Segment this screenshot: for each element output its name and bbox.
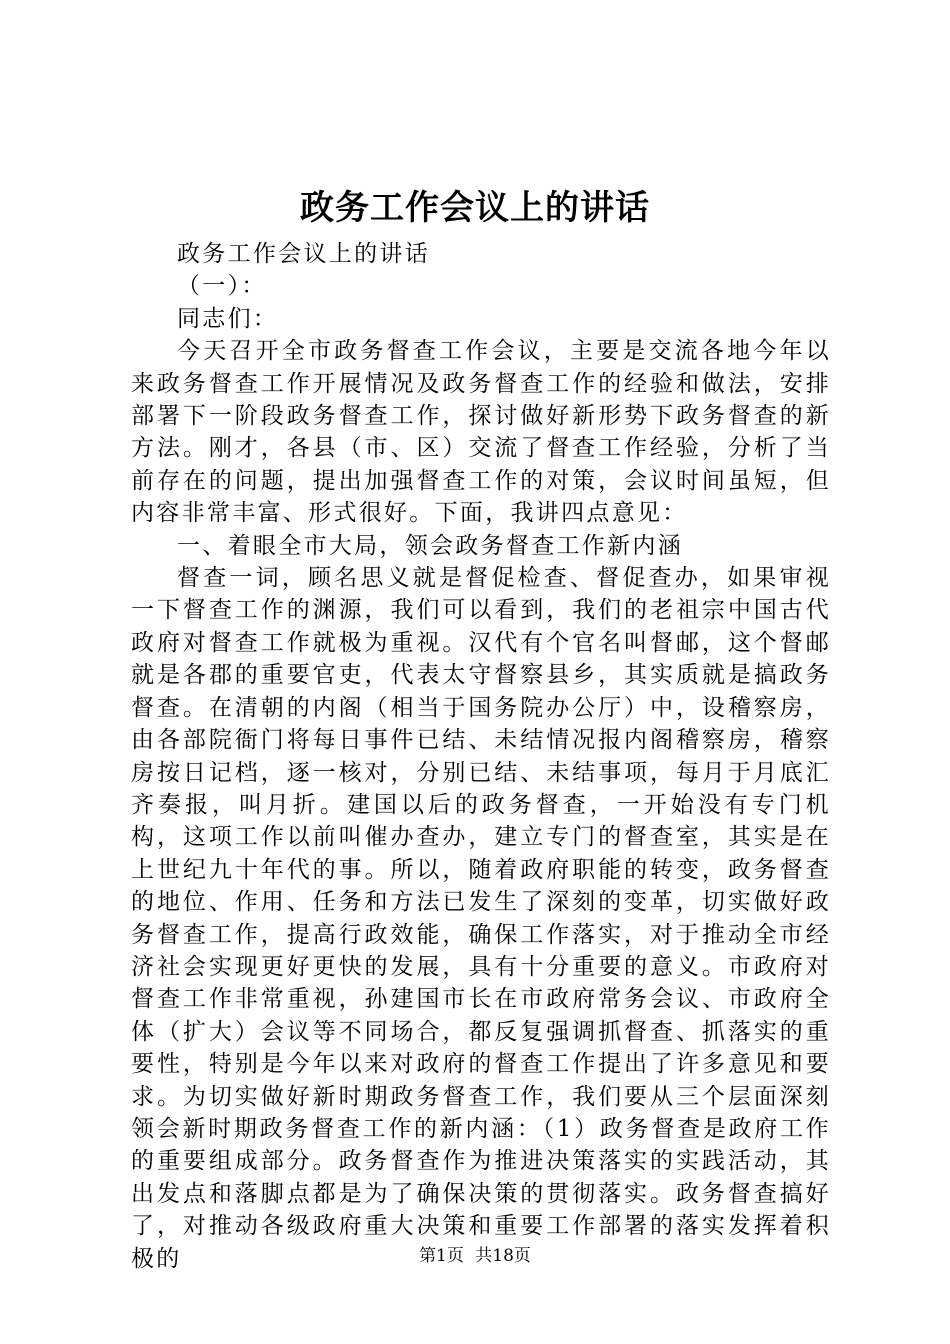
section-heading: 一、着眼全市大局，领会政务督查工作新内涵 [177, 532, 683, 559]
body-paragraph: 督查一词，顾名思义就是督促检查、督促查办，如果审视一下督查工作的渊源，我们可以看到，我们的老祖宗中国古代政府对督查工作就极为重视。汉代有个官名叫督邮，这个督邮就是各郡的重要官吏，代表太守督察县乡，其实质就是搞政务督查。在清朝的内阁（相当于国务院办公厅）中，设稽察房，由各部院衙门将每日事件已结、未结情况报内阁稽察房，稽察房按日记档，逐一核对，分别已结、未结事项，每月于月底汇齐奏报，叫月折。建国以后的政务督查，一开始没有专门机构，这项工作以前叫催办查办，建立专门的督查室，其实是在上世纪九十年代的事。所以，随着政府职能的转变，政务督查的地位、作用、任务和方法已发生了深刻的变革，切实做好政务督查工作，提高行政效能，确保工作落实，对于推动全市经济社会实现更好更快的发展，具有十分重要的意义。市政府对督查工作非常重视，孙建国市长在市政府常务会议、市政府全体（扩大）会议等不同场合，都反复强调抓督查、抓落实的重要性，特别是今年以来对政府的督查工作提出了许多意见和要求。为切实做好新时期政务督查工作，我们要从三个层面深刻领会新时期政务督查工作的新内涵：（1）政务督查是政府工作的重要组成部分。政务督查作为推进决策落实的实践活动，其出发点和落脚点都是为了确保决策的贯彻落实。政务督查搞好了，对推动各级政府重大决策和重要工作部署的落实发挥着积极的 [131, 565, 831, 1272]
document-body [131, 238, 831, 1275]
intro-paragraph: 今天召开全市政务督查工作会议，主要是交流各地今年以来政务督查工作开展情况及政务督查工作的经验和做法，安排部署下一阶段政务督查工作，探讨做好新形势下政务督查的新方法。刚才，各县（市、区）交流了督查工作经验，分析了当前存在的问题，提出加强督查工作的对策，会议时间虽短，但内容非常丰富、形式很好。下面，我讲四点意见： [131, 338, 831, 527]
page-footer [0, 1244, 950, 1268]
page-total: 共18页 [475, 1246, 531, 1266]
subtitle-paragraph: 政务工作会议上的讲话 [177, 241, 430, 267]
document-title: 政务工作会议上的讲话 [300, 188, 650, 228]
section-number-paragraph: （一）： [177, 273, 267, 300]
page-number: 第1页 [419, 1246, 464, 1266]
salutation-paragraph: 同志们： [177, 305, 279, 332]
